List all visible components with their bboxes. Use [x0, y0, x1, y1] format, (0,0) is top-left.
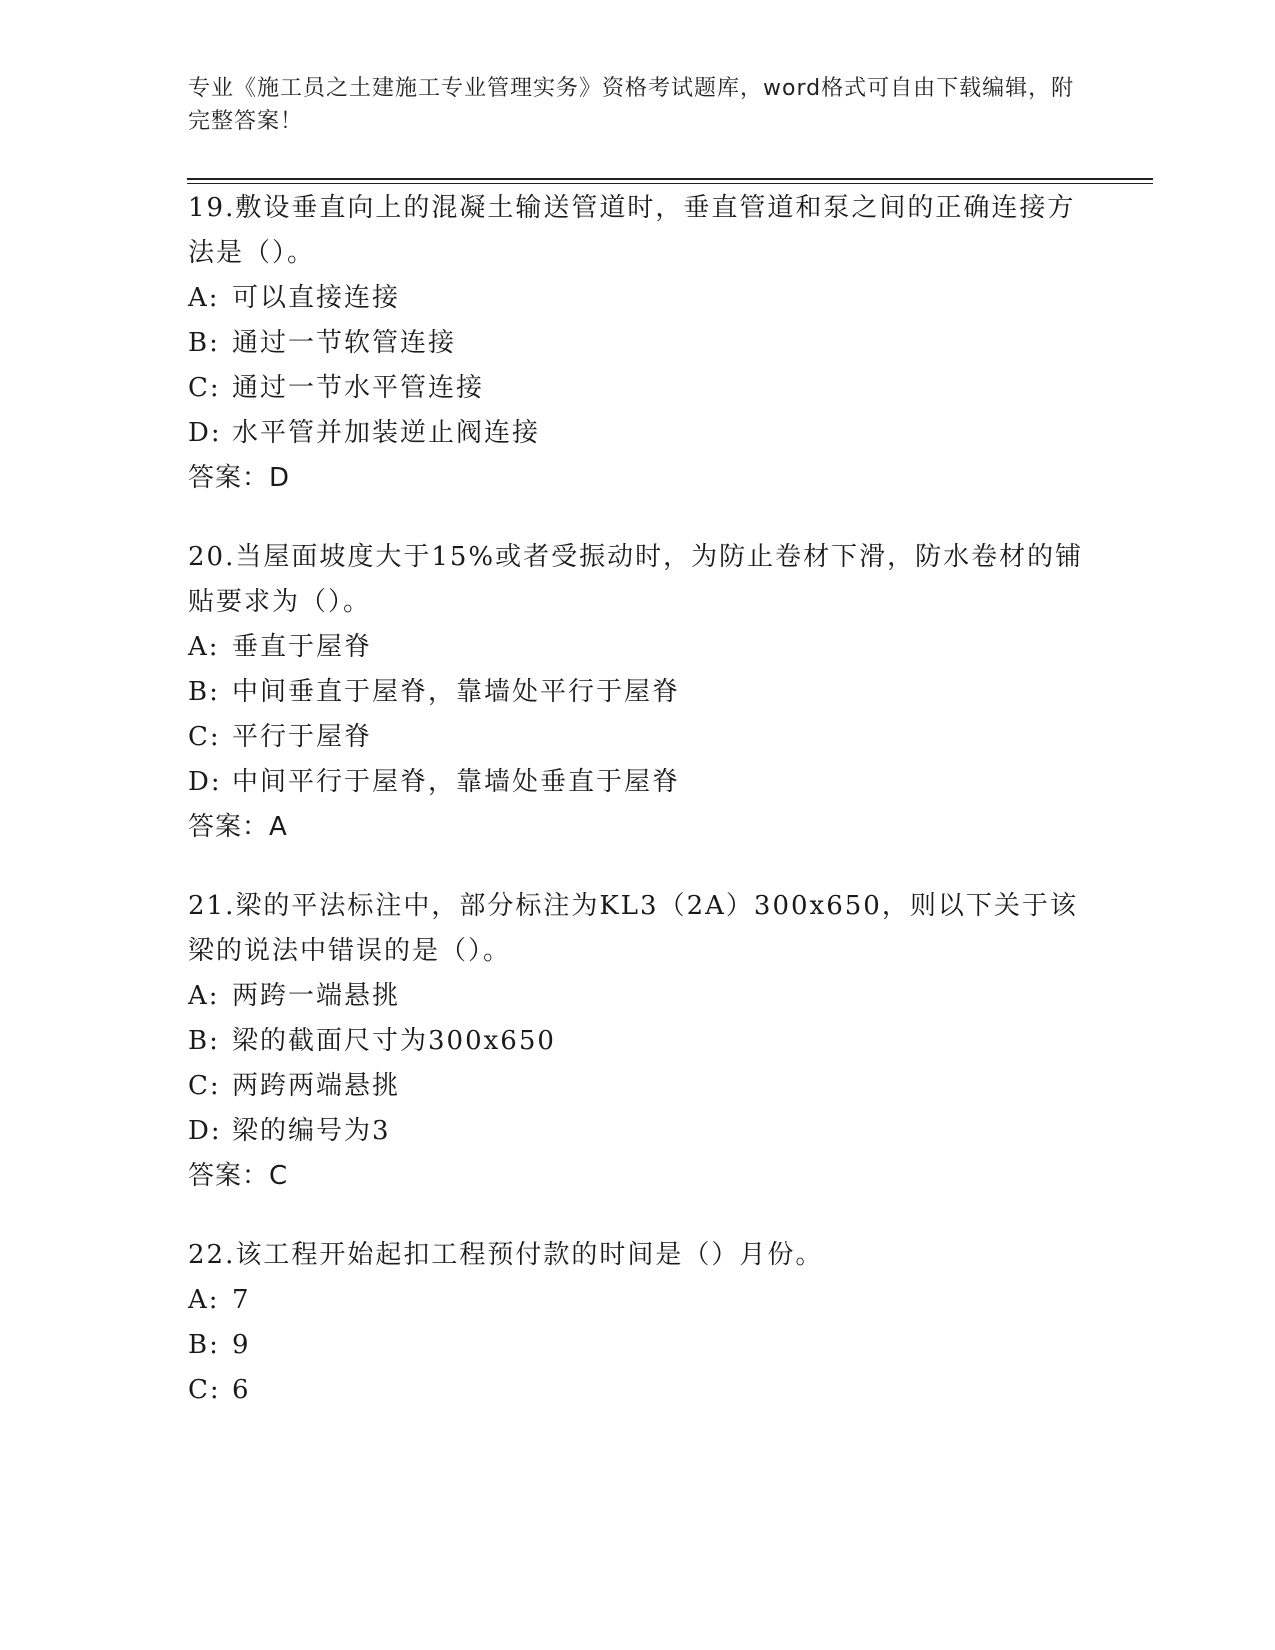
question-19: [188, 186, 1088, 501]
option-text: 可以直接连接: [232, 283, 401, 313]
option-c: [188, 715, 1088, 760]
option-d: [188, 1109, 1088, 1154]
option-a: [188, 276, 1088, 321]
option-text: 两跨两端悬挑: [232, 1071, 401, 1101]
option-a: [188, 625, 1088, 670]
question-stem: 21.梁的平法标注中，部分标注为KL3（2A）300x650，则以下关于该梁的说法中错误的是（）。: [188, 891, 1078, 966]
option-letter: B:: [188, 1026, 220, 1056]
answer: 答案：C: [188, 1161, 289, 1191]
option-text: 9: [232, 1330, 251, 1360]
option-letter: A:: [188, 981, 220, 1011]
option-letter: D:: [188, 767, 222, 797]
option-d: [188, 411, 1088, 456]
option-text: 梁的截面尺寸为300x650: [232, 1026, 556, 1056]
option-letter: C:: [188, 1071, 221, 1101]
option-text: 梁的编号为3: [232, 1116, 391, 1146]
document-header: 专业《施工员之土建施工专业管理实务》资格考试题库，word格式可自由下载编辑，附完整答案！: [188, 76, 1075, 134]
option-c: [188, 366, 1088, 411]
option-letter: C:: [188, 722, 221, 752]
header-rule-thick: [187, 178, 1153, 180]
option-text: 水平管并加装逆止阀连接: [232, 418, 541, 448]
option-text: 中间平行于屋脊，靠墙处垂直于屋脊: [232, 767, 681, 797]
option-text: 通过一节软管连接: [232, 328, 457, 358]
option-letter: C:: [188, 1375, 221, 1405]
question-22: [188, 1233, 1088, 1413]
option-letter: A:: [188, 632, 220, 662]
option-letter: B:: [188, 328, 220, 358]
option-b: [188, 670, 1088, 715]
option-text: 7: [232, 1285, 251, 1315]
option-b: [188, 1019, 1088, 1064]
option-letter: A:: [188, 283, 220, 313]
option-a: [188, 1278, 1088, 1323]
option-a: [188, 974, 1088, 1019]
option-b: [188, 1323, 1088, 1368]
option-text: 平行于屋脊: [232, 722, 373, 752]
question-stem: 20.当屋面坡度大于15%或者受振动时，为防止卷材下滑，防水卷材的铺贴要求为（）。: [188, 542, 1084, 617]
option-letter: A:: [188, 1285, 220, 1315]
answer: 答案：D: [188, 463, 291, 493]
option-letter: C:: [188, 373, 221, 403]
option-text: 中间垂直于屋脊，靠墙处平行于屋脊: [232, 677, 681, 707]
option-letter: B:: [188, 677, 220, 707]
option-b: [188, 321, 1088, 366]
option-text: 两跨一端悬挑: [232, 981, 401, 1011]
question-20: [188, 535, 1088, 850]
option-letter: D:: [188, 1116, 222, 1146]
option-text: 垂直于屋脊: [232, 632, 373, 662]
question-21: [188, 884, 1088, 1199]
option-letter: B:: [188, 1330, 220, 1360]
option-text: 通过一节水平管连接: [232, 373, 485, 403]
option-c: [188, 1064, 1088, 1109]
header-rule-thin: [187, 183, 1153, 184]
question-stem: 19.敷设垂直向上的混凝土输送管道时，垂直管道和泵之间的正确连接方法是（）。: [188, 193, 1076, 268]
option-letter: D:: [188, 418, 222, 448]
answer: 答案：A: [188, 812, 288, 842]
option-d: [188, 760, 1088, 805]
option-c: [188, 1368, 1088, 1413]
option-text: 6: [232, 1375, 251, 1405]
question-stem: 22.该工程开始起扣工程预付款的时间是（）月份。: [188, 1240, 824, 1270]
